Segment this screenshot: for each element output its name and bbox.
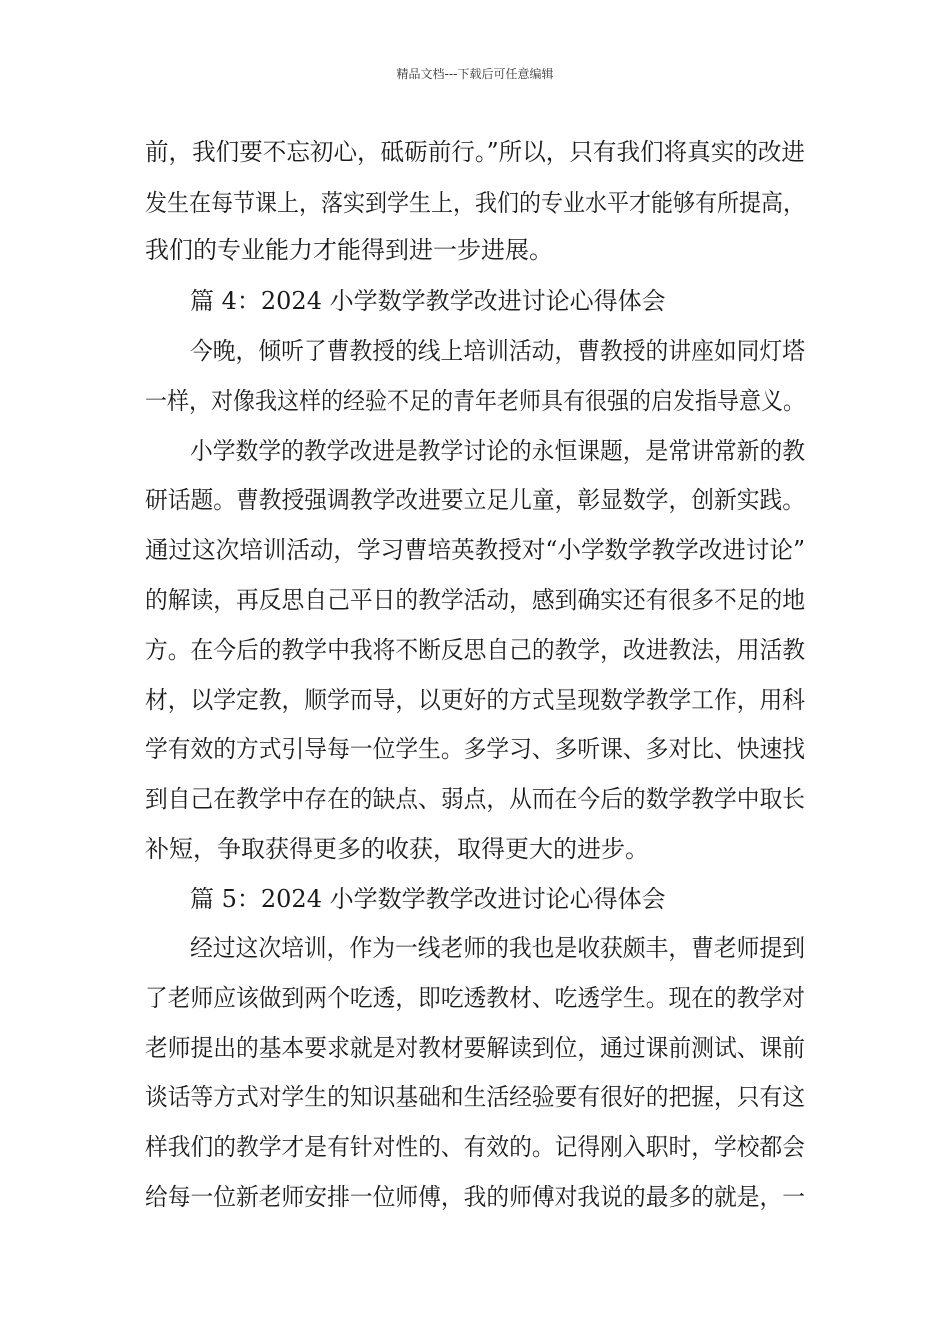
body-line: 谈话等方式对学生的知识基础和生活经验要有很好的把握，只有这 (145, 1083, 805, 1111)
body-line: 我们的专业能力才能得到进一步进展。 (145, 236, 553, 264)
body-line: 的解读，再反思自己平日的教学活动，感到确实还有很多不足的地 (145, 586, 805, 614)
body-line: 发生在每节课上，落实到学生上，我们的专业水平才能够有所提高， (145, 189, 805, 217)
body-line: 一样，对像我这样的经验不足的青年老师具有很强的启发指导意义。 (145, 387, 805, 415)
body-line: 给每一位新老师安排一位师傅，我的师傅对我说的最多的就是，一 (145, 1183, 805, 1211)
body-line: 了老师应该做到两个吃透，即吃透教材、吃透学生。现在的教学对 (145, 984, 805, 1012)
body-line: 前，我们要不忘初心，砥砺前行。”所以，只有我们将真实的改进 (145, 138, 805, 166)
page-header: 精品文档---下载后可任意编辑 (396, 67, 554, 81)
body-line: 通过这次培训活动，学习曹培英教授对“小学数学教学改进讨论” (145, 536, 805, 564)
body-line: 方。在今后的教学中我将不断反思自己的教学，改进教法，用活教 (145, 636, 805, 664)
body-line: 补短，争取获得更多的收获，取得更大的进步。 (145, 835, 649, 863)
body-line: 材，以学定教，顺学而导，以更好的方式呈现数学教学工作，用科 (145, 686, 805, 714)
body-line: 研话题。曹教授强调教学改进要立足儿童，彰显数学，创新实践。 (145, 486, 805, 514)
body-line: 今晚，倾听了曹教授的线上培训活动，曹教授的讲座如同灯塔 (190, 337, 805, 365)
body-line: 老师提出的基本要求就是对教材要解读到位，通过课前测试、课前 (145, 1034, 805, 1062)
body-line: 经过这次培训，作为一线老师的我也是收获颇丰，曹老师提到 (190, 934, 805, 962)
body-line: 到自己在教学中存在的缺点、弱点，从而在今后的数学教学中取长 (145, 785, 805, 813)
body-line: 学有效的方式引导每一位学生。多学习、多听课、多对比、快速找 (145, 735, 805, 763)
section-heading: 篇 4：2024 小学数学教学改进讨论心得体会 (190, 287, 666, 315)
section-heading: 篇 5：2024 小学数学教学改进讨论心得体会 (190, 885, 666, 913)
body-line: 样我们的教学才是有针对性的、有效的。记得刚入职时，学校都会 (145, 1133, 805, 1161)
body-line: 小学数学的教学改进是教学讨论的永恒课题，是常讲常新的教 (190, 437, 805, 465)
